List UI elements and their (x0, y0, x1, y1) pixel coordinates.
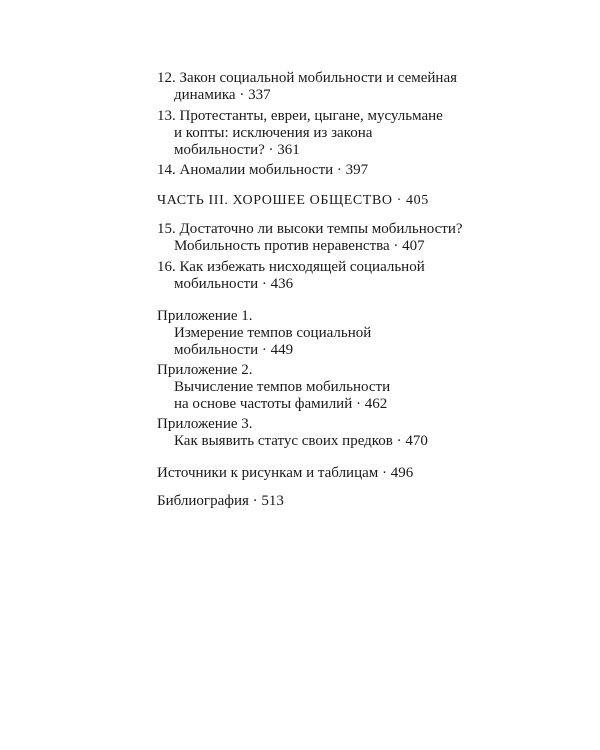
toc-line: 14. Аномалии мобильности · 397 (157, 162, 369, 178)
part-label: ЧАСТЬ III. ХОРОШЕЕ ОБЩЕСТВО · 405 (157, 193, 429, 208)
toc-appendix-title: Приложение 2. (157, 362, 253, 378)
toc-appendix-title: Приложение 1. (157, 308, 253, 324)
toc-line: Измерение темпов социальной (174, 325, 372, 341)
toc-entry-appendix-3[interactable] (157, 416, 467, 450)
toc-line: мобильности · 449 (174, 342, 294, 358)
toc-appendix-title: Приложение 3. (157, 416, 253, 432)
toc-entry-appendix-1[interactable] (157, 308, 467, 359)
toc-line: Библиография · 513 (157, 493, 284, 509)
toc-line: Вычисление темпов мобильности (174, 379, 391, 395)
toc-line: Мобильность против неравенства · 407 (174, 238, 425, 254)
toc-line: 12. Закон социальной мобильности и семейная (157, 70, 458, 86)
toc-line: и копты: исключения из закона (174, 125, 373, 141)
toc-line: Источники к рисункам и таблицам · 496 (157, 465, 414, 481)
toc-line: мобильности · 436 (174, 276, 294, 292)
toc-entry-chapter-12[interactable] (157, 70, 467, 104)
toc-line: мобильности? · 361 (174, 142, 300, 158)
toc-line: на основе частоты фамилий · 462 (174, 396, 388, 412)
toc-entry-bibliography[interactable] (157, 493, 467, 510)
toc-entry-chapter-16[interactable] (157, 259, 467, 293)
toc-line: 15. Достаточно ли высоки темпы мобильности? (157, 221, 463, 237)
toc-line: 16. Как избежать нисходящей социальной (157, 259, 425, 275)
toc-entry-sources[interactable] (157, 465, 467, 482)
toc-line: 13. Протестанты, евреи, цыгане, мусульмане (157, 108, 443, 124)
toc-entry-appendix-2[interactable] (157, 362, 467, 413)
toc-entry-chapter-15[interactable] (157, 221, 467, 255)
toc-entry-chapter-13[interactable] (157, 108, 467, 159)
toc-line: Как выявить статус своих предков · 470 (174, 433, 428, 449)
toc-entry-chapter-14[interactable] (157, 162, 467, 179)
toc-part-3-heading[interactable] (157, 192, 429, 209)
toc-line: динамика · 337 (174, 87, 271, 103)
